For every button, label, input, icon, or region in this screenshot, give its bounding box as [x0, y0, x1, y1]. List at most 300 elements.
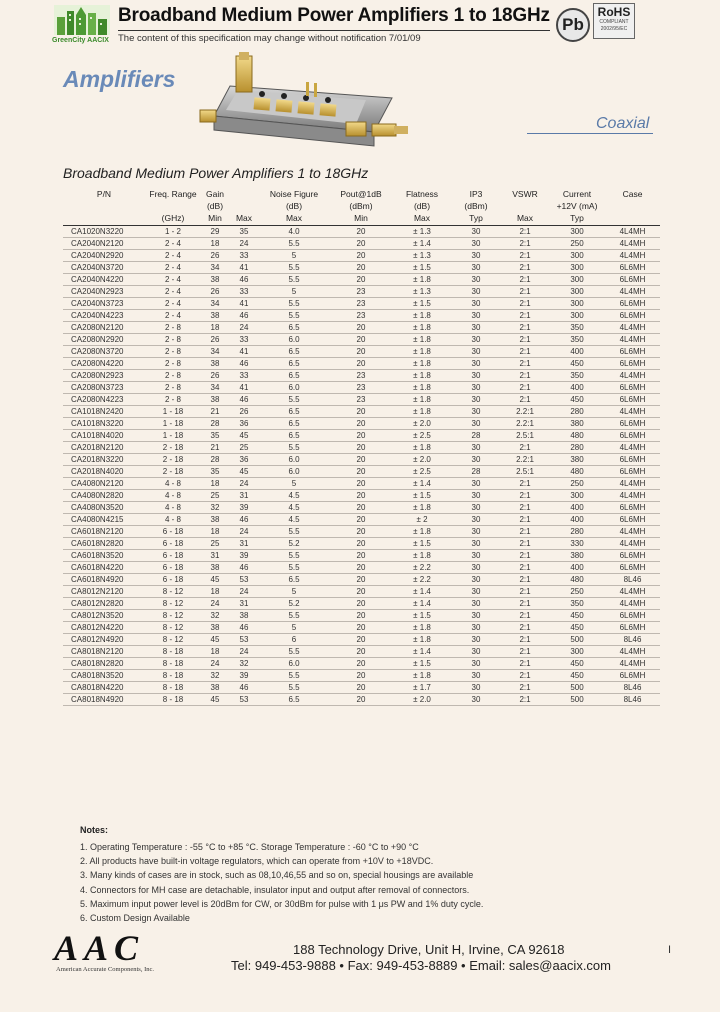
table-cell: 6 - 18	[145, 537, 201, 549]
table-cell: ± 1.8	[393, 321, 451, 333]
table-cell: 350	[549, 333, 605, 345]
header-cell	[229, 189, 259, 201]
table-cell: 38	[201, 561, 229, 573]
table-cell: 450	[549, 657, 605, 669]
table-cell: 46	[229, 513, 259, 525]
table-cell: 8L46	[605, 573, 660, 585]
table-cell: 5.5	[259, 525, 329, 537]
table-cell: 20	[329, 225, 393, 237]
part-number-cell: CA8018N4920	[63, 693, 145, 705]
table-cell: 30	[451, 285, 501, 297]
table-cell: 300	[549, 285, 605, 297]
header-cell	[605, 201, 660, 213]
header-cell: Flatness	[405, 189, 439, 199]
table-cell: ± 2.5	[393, 465, 451, 477]
table-header	[63, 189, 660, 225]
lead-free-badge	[556, 8, 590, 42]
table-row	[63, 513, 660, 525]
table-cell: 6.5	[259, 369, 329, 381]
table-cell: 300	[549, 225, 605, 237]
table-row	[63, 525, 660, 537]
table-row	[63, 297, 660, 309]
table-cell: 2:1	[501, 237, 549, 249]
table-cell: 8 - 12	[145, 609, 201, 621]
table-cell: 2 - 8	[145, 393, 201, 405]
table-cell: 20	[329, 477, 393, 489]
table-cell: 45	[229, 465, 259, 477]
table-cell: 6L6MH	[605, 261, 660, 273]
table-cell: 6L6MH	[605, 429, 660, 441]
table-cell: 2:1	[501, 561, 549, 573]
table-cell: 30	[451, 237, 501, 249]
table-cell: 4L4MH	[605, 525, 660, 537]
part-number-cell: CA2018N2120	[63, 441, 145, 453]
table-cell: 2:1	[501, 369, 549, 381]
table-cell: 4.0	[259, 225, 329, 237]
table-cell: 2 - 8	[145, 345, 201, 357]
table-cell: 33	[229, 369, 259, 381]
table-cell: 350	[549, 369, 605, 381]
table-cell: 2 - 8	[145, 321, 201, 333]
table-cell: 6L6MH	[605, 621, 660, 633]
company-contact: Tel: 949-453-9888 • Fax: 949-453-8889 • Email: sales@aacix.com	[231, 958, 611, 973]
table-cell: 4L4MH	[605, 585, 660, 597]
table-cell: 2 - 8	[145, 369, 201, 381]
table-cell: 35	[229, 225, 259, 237]
table-cell: 5.5	[259, 669, 329, 681]
table-cell: 4L4MH	[605, 645, 660, 657]
table-cell: 6L6MH	[605, 465, 660, 477]
part-number-cell: CA4080N2120	[63, 477, 145, 489]
table-cell: ± 1.3	[393, 285, 451, 297]
table-cell: ± 1.4	[393, 477, 451, 489]
table-cell: 28	[451, 429, 501, 441]
table-cell: ± 1.8	[393, 441, 451, 453]
table-cell: 30	[451, 693, 501, 705]
table-cell: 2 - 8	[145, 333, 201, 345]
table-cell: 280	[549, 441, 605, 453]
part-number-cell: CA1018N2420	[63, 405, 145, 417]
table-row	[63, 489, 660, 501]
table-cell: 26	[201, 285, 229, 297]
table-cell: 2:1	[501, 273, 549, 285]
table-cell: 8 - 12	[145, 621, 201, 633]
table-cell: 2.2:1	[501, 405, 549, 417]
part-number-cell: CA6018N3520	[63, 549, 145, 561]
table-cell: 30	[451, 297, 501, 309]
table-cell: 30	[451, 273, 501, 285]
document-title: Broadband Medium Power Amplifiers 1 to 18GHz	[118, 5, 550, 26]
table-cell: 5.5	[259, 393, 329, 405]
table-cell: 2.5:1	[501, 429, 549, 441]
table-cell: 28	[451, 465, 501, 477]
table-cell: 300	[549, 309, 605, 321]
part-number-cell: CA2080N4223	[63, 393, 145, 405]
header-cell	[605, 213, 660, 225]
table-cell: 33	[229, 285, 259, 297]
table-cell: 30	[451, 417, 501, 429]
table-cell: ± 1.8	[393, 345, 451, 357]
part-number-cell: CA8012N4220	[63, 621, 145, 633]
table-cell: 45	[229, 429, 259, 441]
table-cell: ± 2	[393, 513, 451, 525]
table-cell: 6 - 18	[145, 561, 201, 573]
table-cell: 38	[201, 681, 229, 693]
aac-logo-letters: AAC	[54, 928, 145, 968]
table-cell: 6L6MH	[605, 393, 660, 405]
table-cell: 21	[201, 405, 229, 417]
table-cell: 26	[229, 405, 259, 417]
table-cell: ± 1.4	[393, 237, 451, 249]
table-cell: ± 1.5	[393, 609, 451, 621]
table-cell: 28	[201, 453, 229, 465]
table-cell: 2:1	[501, 381, 549, 393]
table-cell: ± 1.8	[393, 549, 451, 561]
table-cell: 30	[451, 333, 501, 345]
table-row	[63, 669, 660, 681]
table-cell: ± 1.4	[393, 645, 451, 657]
header-cell: Max	[393, 213, 451, 225]
table-cell: 2:1	[501, 357, 549, 369]
table-cell: 480	[549, 465, 605, 477]
table-cell: 20	[329, 249, 393, 261]
table-row	[63, 501, 660, 513]
table-cell: 53	[229, 573, 259, 585]
table-cell: 2 - 4	[145, 249, 201, 261]
table-cell: 35	[201, 429, 229, 441]
header-cell	[63, 213, 145, 225]
table-cell: ± 1.8	[393, 669, 451, 681]
part-number-cell: CA8018N3520	[63, 669, 145, 681]
notes-title: Notes:	[80, 825, 109, 835]
page-mark: I	[668, 944, 672, 956]
table-cell: 2:1	[501, 645, 549, 657]
table-cell: 20	[329, 525, 393, 537]
company-name: American Accurate Components, Inc.	[56, 966, 155, 973]
table-cell: 2:1	[501, 501, 549, 513]
table-cell: 480	[549, 573, 605, 585]
table-cell: 30	[451, 537, 501, 549]
table-cell: ± 1.5	[393, 657, 451, 669]
table-cell: 31	[229, 489, 259, 501]
header-cell: Max	[501, 213, 549, 225]
table-cell: ± 1.8	[393, 393, 451, 405]
table-cell: 4L4MH	[605, 249, 660, 261]
table-row	[63, 549, 660, 561]
table-cell: ± 1.8	[393, 525, 451, 537]
table-cell: 23	[329, 381, 393, 393]
note-item: 4. Connectors for MH case are detachable, insulator input and output after removal of connectors.	[80, 884, 470, 895]
table-cell: ± 2.5	[393, 429, 451, 441]
table-cell: 20	[329, 693, 393, 705]
header-cell: Max	[259, 213, 329, 225]
table-cell: 20	[329, 561, 393, 573]
part-number-cell: CA4080N4215	[63, 513, 145, 525]
table-cell: 45	[201, 693, 229, 705]
part-number-cell: CA2040N2920	[63, 249, 145, 261]
table-cell: 2:1	[501, 693, 549, 705]
table-cell: 38	[229, 609, 259, 621]
part-number-cell: CA2080N2923	[63, 369, 145, 381]
table-row	[63, 597, 660, 609]
note-item: 6. Custom Design Available	[80, 913, 190, 924]
table-cell: 4L4MH	[605, 441, 660, 453]
table-row	[63, 621, 660, 633]
table-cell: ± 1.8	[393, 333, 451, 345]
table-cell: 2 - 4	[145, 273, 201, 285]
table-cell: 5.5	[259, 561, 329, 573]
table-cell: 4L4MH	[605, 285, 660, 297]
table-cell: 8 - 18	[145, 645, 201, 657]
table-cell: 30	[451, 357, 501, 369]
table-cell: 20	[329, 489, 393, 501]
part-number-cell: CA2080N2920	[63, 333, 145, 345]
table-cell: 4L4MH	[605, 489, 660, 501]
table-cell: 6L6MH	[605, 453, 660, 465]
table-title: Broadband Medium Power Amplifiers 1 to 18GHz	[63, 165, 369, 181]
table-cell: 2:1	[501, 585, 549, 597]
header-cell	[145, 201, 201, 213]
table-cell: 38	[201, 273, 229, 285]
part-number-cell: CA6018N4220	[63, 561, 145, 573]
page-header	[0, 0, 720, 50]
header-cell: Gain	[206, 189, 224, 199]
header-cell: Noise Figure	[269, 189, 319, 199]
table-cell: 41	[229, 345, 259, 357]
header-cell: Typ	[451, 213, 501, 225]
table-cell: 38	[201, 621, 229, 633]
table-cell: ± 1.5	[393, 537, 451, 549]
city-skyline-icon	[54, 5, 110, 35]
header-cell: +12V (mA)	[556, 201, 598, 211]
table-cell: 20	[329, 609, 393, 621]
table-cell: 5.5	[259, 441, 329, 453]
table-cell: ± 2.0	[393, 453, 451, 465]
table-cell: 4.5	[259, 501, 329, 513]
header-cell: (GHz)	[145, 213, 201, 225]
table-cell: 30	[451, 525, 501, 537]
table-cell: 33	[229, 333, 259, 345]
rohs-compliant: COMPLIANT	[599, 19, 629, 25]
table-cell: 20	[329, 273, 393, 285]
table-cell: 400	[549, 345, 605, 357]
table-cell: 6L6MH	[605, 357, 660, 369]
table-cell: 4 - 8	[145, 489, 201, 501]
table-cell: 4L4MH	[605, 597, 660, 609]
table-cell: 4.5	[259, 513, 329, 525]
table-cell: 28	[201, 417, 229, 429]
table-cell: 2.5:1	[501, 465, 549, 477]
pb-label: Pb	[562, 15, 584, 34]
header-cell: (dB)	[413, 201, 431, 211]
table-row	[63, 429, 660, 441]
table-cell: 20	[329, 549, 393, 561]
table-cell: 280	[549, 405, 605, 417]
table-cell: 38	[201, 309, 229, 321]
table-cell: 30	[451, 669, 501, 681]
table-cell: ± 1.8	[393, 309, 451, 321]
table-cell: 41	[229, 261, 259, 273]
table-row	[63, 321, 660, 333]
table-cell: 4L4MH	[605, 537, 660, 549]
part-number-cell: CA2018N3220	[63, 453, 145, 465]
part-number-cell: CA2040N2120	[63, 237, 145, 249]
table-cell: 20	[329, 501, 393, 513]
table-cell: 2:1	[501, 261, 549, 273]
table-cell: 5.5	[259, 273, 329, 285]
table-cell: 20	[329, 657, 393, 669]
header-cell	[501, 201, 549, 213]
table-cell: 32	[201, 669, 229, 681]
table-cell: 20	[329, 405, 393, 417]
table-cell: 30	[451, 597, 501, 609]
table-cell: 30	[451, 405, 501, 417]
table-cell: 6L6MH	[605, 381, 660, 393]
table-row	[63, 441, 660, 453]
table-row	[63, 585, 660, 597]
table-cell: 32	[201, 609, 229, 621]
company-address: 188 Technology Drive, Unit H, Irvine, CA 92618	[293, 942, 565, 957]
note-item: 2. All products have built-in voltage regulators, which can operate from +10V to +18VDC.	[80, 856, 434, 867]
table-cell: 18	[201, 645, 229, 657]
table-cell: 24	[229, 585, 259, 597]
table-cell: 2 - 8	[145, 381, 201, 393]
table-cell: 2:1	[501, 225, 549, 237]
table-cell: ± 1.8	[393, 381, 451, 393]
table-row	[63, 333, 660, 345]
table-cell: 20	[329, 597, 393, 609]
table-cell: 2:1	[501, 549, 549, 561]
table-row	[63, 249, 660, 261]
table-cell: 20	[329, 357, 393, 369]
table-cell: 33	[229, 249, 259, 261]
table-cell: 30	[451, 645, 501, 657]
table-cell: 30	[451, 453, 501, 465]
table-cell: 2 - 4	[145, 261, 201, 273]
table-cell: 6.0	[259, 453, 329, 465]
part-number-cell: CA6018N2120	[63, 525, 145, 537]
part-number-cell: CA1018N4020	[63, 429, 145, 441]
table-cell: ± 1.8	[393, 405, 451, 417]
greencity-logo	[48, 3, 118, 47]
table-cell: 39	[229, 669, 259, 681]
rohs-badge	[593, 3, 635, 39]
table-cell: 450	[549, 393, 605, 405]
table-cell: 30	[451, 309, 501, 321]
table-cell: 1 - 18	[145, 429, 201, 441]
table-cell: 23	[329, 393, 393, 405]
table-cell: 31	[229, 537, 259, 549]
table-cell: 6L6MH	[605, 549, 660, 561]
table-cell: 350	[549, 321, 605, 333]
table-cell: 2 - 8	[145, 357, 201, 369]
table-cell: 2:1	[501, 537, 549, 549]
table-cell: 6L6MH	[605, 273, 660, 285]
table-cell: 6.5	[259, 357, 329, 369]
table-cell: 30	[451, 561, 501, 573]
table-cell: ± 1.8	[393, 621, 451, 633]
part-number-cell: CA2080N3720	[63, 345, 145, 357]
table-cell: 2:1	[501, 297, 549, 309]
table-cell: 6L6MH	[605, 501, 660, 513]
table-cell: ± 1.8	[393, 273, 451, 285]
table-cell: 25	[201, 537, 229, 549]
table-cell: 8 - 12	[145, 585, 201, 597]
table-cell: 6.0	[259, 465, 329, 477]
note-item: 1. Operating Temperature : -55 °C to +85 °C. Storage Temperature : -60 °C to +90 °C	[80, 842, 419, 852]
table-cell: 8 - 18	[145, 669, 201, 681]
table-cell: 46	[229, 561, 259, 573]
table-cell: 6L6MH	[605, 513, 660, 525]
table-cell: 2:1	[501, 309, 549, 321]
table-cell: 39	[229, 501, 259, 513]
table-cell: 500	[549, 633, 605, 645]
table-row	[63, 609, 660, 621]
table-cell: 380	[549, 549, 605, 561]
table-cell: 24	[229, 321, 259, 333]
part-number-cell: CA2040N3720	[63, 261, 145, 273]
table-cell: 20	[329, 585, 393, 597]
table-cell: 46	[229, 273, 259, 285]
table-cell: 6L6MH	[605, 309, 660, 321]
table-row	[63, 417, 660, 429]
table-cell: 4L4MH	[605, 477, 660, 489]
table-cell: 30	[451, 657, 501, 669]
table-cell: ± 1.8	[393, 633, 451, 645]
table-cell: 38	[201, 357, 229, 369]
table-cell: 4L4MH	[605, 237, 660, 249]
table-cell: 30	[451, 621, 501, 633]
table-cell: 4L4MH	[605, 333, 660, 345]
table-cell: 31	[229, 597, 259, 609]
table-cell: 5.5	[259, 645, 329, 657]
part-number-cell: CA4080N2820	[63, 489, 145, 501]
table-row	[63, 405, 660, 417]
table-cell: ± 1.5	[393, 489, 451, 501]
table-cell: 18	[201, 237, 229, 249]
table-row	[63, 537, 660, 549]
aac-logo	[54, 930, 194, 982]
table-cell: 450	[549, 609, 605, 621]
table-cell: 380	[549, 453, 605, 465]
table-cell: 46	[229, 621, 259, 633]
table-cell: 38	[201, 393, 229, 405]
table-cell: 8 - 12	[145, 633, 201, 645]
table-cell: 2 - 4	[145, 237, 201, 249]
table-cell: 45	[201, 633, 229, 645]
part-number-cell: CA8018N2820	[63, 657, 145, 669]
table-cell: 2.2:1	[501, 417, 549, 429]
table-cell: 5.5	[259, 237, 329, 249]
header-cell	[63, 201, 145, 213]
table-cell: 2:1	[501, 669, 549, 681]
table-row	[63, 465, 660, 477]
table-cell: 46	[229, 309, 259, 321]
table-row	[63, 369, 660, 381]
table-cell: 24	[201, 597, 229, 609]
rohs-directive: 2002/95/EC	[600, 26, 628, 32]
notes-section	[80, 825, 660, 925]
table-cell: 41	[229, 297, 259, 309]
table-cell: 1 - 2	[145, 225, 201, 237]
part-number-cell: CA2018N4020	[63, 465, 145, 477]
table-cell: 23	[329, 285, 393, 297]
category-underline	[527, 133, 653, 134]
table-cell: 2:1	[501, 657, 549, 669]
header-cell: Min	[201, 213, 229, 225]
part-number-cell: CA6018N2820	[63, 537, 145, 549]
table-cell: 20	[329, 417, 393, 429]
